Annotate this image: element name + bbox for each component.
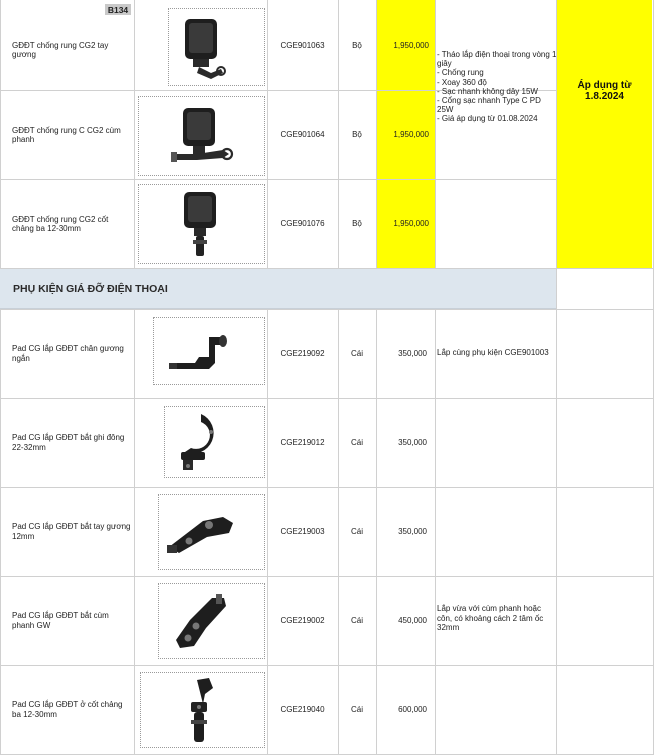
pad-icon xyxy=(163,507,239,557)
accessory-code-3: CGE219003 xyxy=(280,526,325,536)
accessory-image-4 xyxy=(135,577,266,664)
accessory-note-1: Lắp cùng phụ kiện CGE901003 xyxy=(437,348,549,357)
phone-holder-icon xyxy=(176,188,226,260)
accessory-name-5: Pad CG lắp GĐĐT ở cốt chảng ba 12-30mm xyxy=(12,700,123,719)
product-price-3: 1,950,000 xyxy=(393,219,429,229)
accessory-price-4: 450,000 xyxy=(398,615,427,625)
clamp-icon xyxy=(171,408,231,478)
accessory-unit-2: Cái xyxy=(350,437,363,447)
apply-date-label: Áp dụng từ 1.8.2024 xyxy=(577,80,632,102)
product-note-1: - Tháo lắp điện thoại trong vòng 1 giây xyxy=(437,50,557,69)
pad-icon xyxy=(166,590,236,652)
product-note-3: - Xoay 360 độ xyxy=(437,77,487,87)
accessory-price-5: 600,000 xyxy=(398,704,427,714)
accessory-code-1: CGE219092 xyxy=(280,348,325,358)
product-price-2: 1,950,000 xyxy=(393,130,429,140)
product-name-3: GĐĐT chống rung CG2 cốt chảng ba 12-30mm xyxy=(12,214,109,233)
accessory-image-5 xyxy=(135,666,266,753)
phone-holder-icon xyxy=(163,102,239,168)
section-code-tag: B134 xyxy=(105,4,131,15)
product-price-1: 1,950,000 xyxy=(393,41,429,51)
product-code-3: CGE901076 xyxy=(280,219,325,229)
accessory-code-2: CGE219012 xyxy=(280,437,325,447)
accessory-image-3 xyxy=(135,488,266,575)
accessory-code-4: CGE219002 xyxy=(280,615,325,625)
accessory-price-3: 350,000 xyxy=(398,526,427,536)
accessory-unit-4: Cái xyxy=(350,615,363,625)
phone-holder-icon xyxy=(171,11,231,81)
product-image-2 xyxy=(135,92,266,178)
product-unit-2: Bộ xyxy=(352,130,362,140)
mirror-pad-icon xyxy=(165,329,237,379)
accessory-unit-1: Cái xyxy=(350,348,363,358)
product-code-2: CGE901064 xyxy=(280,130,325,140)
accessory-name-4: Pad CG lắp GĐĐT bắt cùm phanh GW xyxy=(12,611,109,630)
product-note-6: - Giá áp dụng từ 01.08.2024 xyxy=(437,114,538,124)
accessory-price-2: 350,000 xyxy=(398,437,427,447)
accessory-note-4: Lắp vừa với cùm phanh hoặc côn, có khoảng cách 2 tâm ốc 32mm xyxy=(437,604,544,632)
product-name-2: GĐĐT chống rung C CG2 cùm phanh xyxy=(12,125,121,144)
accessory-code-5: CGE219040 xyxy=(280,704,325,714)
product-note-4: - Sạc nhanh không dây 15W xyxy=(437,86,538,96)
accessory-unit-5: Cái xyxy=(350,704,363,714)
product-note-2: - Chống rung xyxy=(437,68,484,78)
accessory-image-1 xyxy=(135,310,266,397)
product-image-3 xyxy=(135,181,266,267)
product-name-1: GĐĐT chống rung CG2 tay gương xyxy=(12,40,109,59)
accessory-name-3: Pad CG lắp GĐĐT bắt tay gương 12mm xyxy=(12,522,131,541)
product-unit-3: Bộ xyxy=(352,219,362,229)
accessory-image-2 xyxy=(135,399,266,486)
accessory-name-2: Pad CG lắp GĐĐT bắt ghi đông 22-32mm xyxy=(12,433,125,452)
product-code-1: CGE901063 xyxy=(280,41,325,51)
product-image-1 xyxy=(135,2,266,90)
accessory-section-title: PHỤ KIỆN GIÁ ĐỠ ĐIỆN THOẠI xyxy=(13,282,168,295)
product-note-5: - Cổng sạc nhanh Type C PD 25W xyxy=(437,96,541,115)
product-unit-1: Bộ xyxy=(352,41,362,51)
accessory-section-header xyxy=(0,268,556,309)
accessory-unit-3: Cái xyxy=(350,526,363,536)
apply-date-box xyxy=(557,0,652,268)
product-notes xyxy=(437,50,557,124)
accessory-price-1: 350,000 xyxy=(398,348,427,358)
stem-mount-icon xyxy=(179,674,223,746)
accessory-name-1: Pad CG lắp GĐĐT chân gương ngắn xyxy=(12,344,124,363)
